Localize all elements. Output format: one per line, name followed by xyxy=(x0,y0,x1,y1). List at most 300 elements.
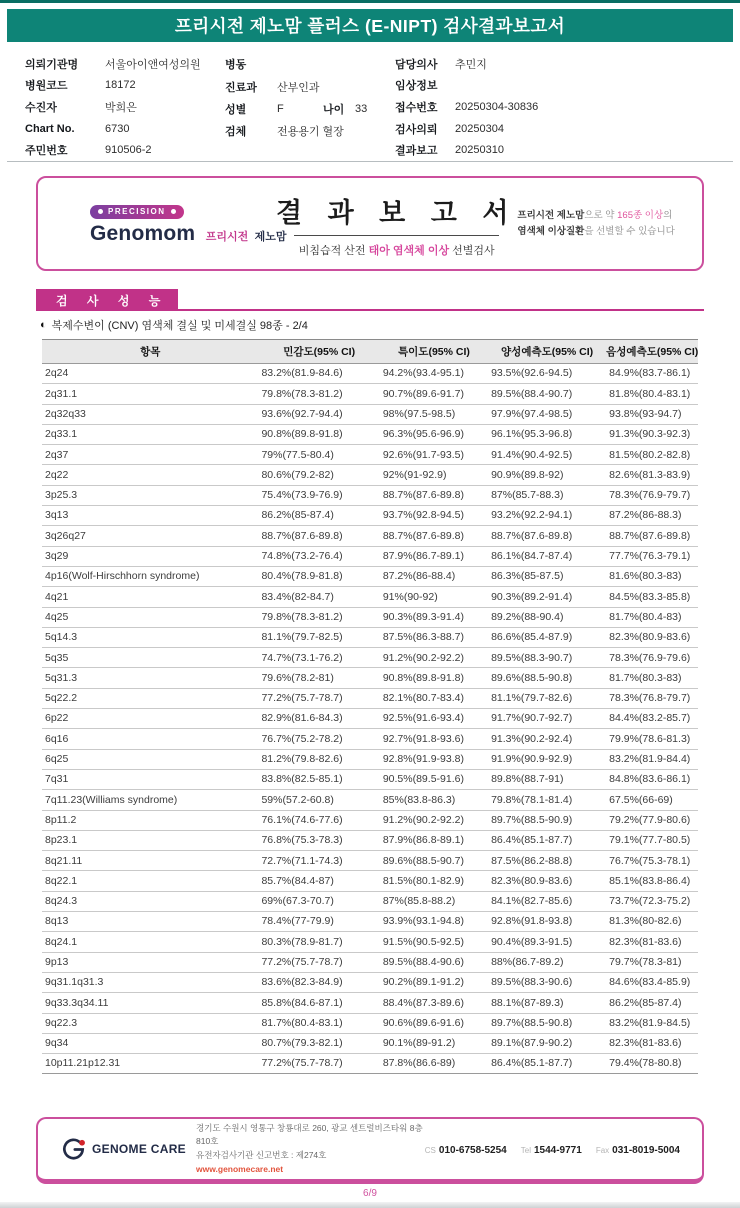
item-cell: 9q33.3q34.11 xyxy=(42,993,258,1013)
footer-website-link[interactable]: www.genomecare.net xyxy=(196,1163,284,1174)
performance-table xyxy=(42,339,698,1074)
badge-label: PRECISION xyxy=(108,207,166,216)
test-performance-section-header xyxy=(36,291,704,311)
value-cell: 94.2%(93.4-95.1) xyxy=(380,364,488,384)
table-row xyxy=(42,445,698,465)
field-value-age: 33 xyxy=(355,102,368,115)
value-cell: 78.3%(76.8-79.7) xyxy=(606,688,698,708)
value-cell: 79.4%(78-80.8) xyxy=(606,1054,698,1074)
value-cell: 88.7%(87.6-89.8) xyxy=(488,526,606,546)
side-note-part: 염색체 이상질환 xyxy=(517,225,585,237)
value-cell: 89.5%(88.4-90.7) xyxy=(488,384,606,404)
brand-line xyxy=(90,222,287,246)
contact-fax xyxy=(596,1140,680,1158)
value-cell: 88.7%(87.6-89.8) xyxy=(258,526,379,546)
value-cell: 89.5%(88.3-90.7) xyxy=(488,648,606,668)
item-cell: 2q37 xyxy=(42,445,258,465)
field-value: 박희은 xyxy=(105,101,137,114)
contact-cs-value: 010-6758-5254 xyxy=(438,1145,507,1156)
field-label: 의뢰기관명 xyxy=(25,58,79,71)
page-bottom-edge xyxy=(0,1202,740,1208)
value-cell: 86.2%(85-87.4) xyxy=(258,506,379,526)
result-report-banner xyxy=(36,176,704,271)
brand-name: Genomom xyxy=(90,222,196,245)
field-label: 임상정보 xyxy=(395,80,438,93)
value-cell: 59%(57.2-60.8) xyxy=(258,790,379,810)
item-cell: 3q26q27 xyxy=(42,526,258,546)
value-cell: 93.6%(92.7-94.4) xyxy=(258,404,379,424)
value-cell: 79%(77.5-80.4) xyxy=(258,445,379,465)
performance-table-body xyxy=(42,364,698,1074)
field-label-age: 나이 xyxy=(323,103,345,116)
side-note-line1 xyxy=(517,208,684,223)
value-cell: 82.3%(80.9-83.6) xyxy=(606,627,698,647)
info-row-receipt-no xyxy=(395,96,733,118)
footer xyxy=(36,1117,704,1184)
info-row-report-date xyxy=(395,139,733,161)
value-cell: 88.4%(87.3-89.6) xyxy=(380,993,488,1013)
table-row xyxy=(42,364,698,384)
value-cell: 91.5%(90.5-92.5) xyxy=(380,932,488,952)
value-cell: 89.6%(88.5-90.7) xyxy=(380,851,488,871)
value-cell: 90.9%(89.8-92) xyxy=(488,465,606,485)
value-cell: 90.3%(89.2-91.4) xyxy=(488,587,606,607)
item-cell: 8q24.3 xyxy=(42,891,258,911)
field-label: 담당의사 xyxy=(395,58,438,71)
value-cell: 96.1%(95.3-96.8) xyxy=(488,424,606,444)
item-cell: 10p11.21p12.31 xyxy=(42,1054,258,1074)
table-row xyxy=(42,424,698,444)
table-row xyxy=(42,769,698,789)
item-cell: 8q24.1 xyxy=(42,932,258,952)
value-cell: 87.8%(86.6-89) xyxy=(380,1054,488,1074)
item-cell: 5q31.3 xyxy=(42,668,258,688)
value-cell: 91.9%(90.9-92.9) xyxy=(488,749,606,769)
contact-cs-label: CS xyxy=(424,1146,436,1155)
value-cell: 90.6%(89.6-91.6) xyxy=(380,1013,488,1033)
item-cell: 3q13 xyxy=(42,506,258,526)
value-cell: 82.3%(80.9-83.6) xyxy=(488,871,606,891)
value-cell: 96.3%(95.6-96.9) xyxy=(380,424,488,444)
table-header-row xyxy=(42,340,698,364)
header-npv: 음성예측도(95% CI) xyxy=(606,340,698,364)
info-row-doctor xyxy=(395,53,733,75)
info-row-chart-no xyxy=(25,118,225,140)
table-row xyxy=(42,1013,698,1033)
value-cell: 77.2%(75.7-78.7) xyxy=(258,952,379,972)
value-cell: 81.1%(79.7-82.6) xyxy=(488,688,606,708)
value-cell: 86.4%(85.1-87.7) xyxy=(488,830,606,850)
item-cell: 3p25.3 xyxy=(42,485,258,505)
item-cell: 2q31.1 xyxy=(42,384,258,404)
item-cell: 9q22.3 xyxy=(42,1013,258,1033)
value-cell: 92.8%(91.8-93.8) xyxy=(488,912,606,932)
value-cell: 93.8%(93-94.7) xyxy=(606,404,698,424)
header-sensitivity: 민감도(95% CI) xyxy=(258,340,379,364)
value-cell: 78.3%(76.9-79.6) xyxy=(606,648,698,668)
value-cell: 87%(85.7-88.3) xyxy=(488,485,606,505)
item-cell: 2q24 xyxy=(42,364,258,384)
value-cell: 81.7%(80.4-83) xyxy=(606,607,698,627)
value-cell: 92.7%(91.8-93.6) xyxy=(380,729,488,749)
table-row xyxy=(42,871,698,891)
value-cell: 92%(91-92.9) xyxy=(380,465,488,485)
value-cell: 84.4%(83.2-85.7) xyxy=(606,709,698,729)
value-cell: 79.8%(78.1-81.4) xyxy=(488,790,606,810)
field-label: 검사의뢰 xyxy=(395,123,438,136)
patient-info-col2 xyxy=(225,53,395,161)
value-cell: 77.2%(75.7-78.7) xyxy=(258,1054,379,1074)
value-cell: 76.1%(74.6-77.6) xyxy=(258,810,379,830)
info-row-department xyxy=(225,75,395,97)
genome-care-logo-text: GENOME CARE xyxy=(92,1142,186,1156)
value-cell: 81.5%(80.1-82.9) xyxy=(380,871,488,891)
value-cell: 79.1%(77.7-80.5) xyxy=(606,830,698,850)
value-cell: 81.7%(80.3-83) xyxy=(606,668,698,688)
table-row xyxy=(42,465,698,485)
value-cell: 81.2%(79.8-82.6) xyxy=(258,749,379,769)
value-cell: 82.6%(81.3-83.9) xyxy=(606,465,698,485)
value-cell: 88.1%(87-89.3) xyxy=(488,993,606,1013)
info-row-resident-no xyxy=(25,139,225,161)
table-row xyxy=(42,688,698,708)
value-cell: 85.8%(84.6-87.1) xyxy=(258,993,379,1013)
value-cell: 87.9%(86.8-89.1) xyxy=(380,830,488,850)
value-cell: 81.6%(80.3-83) xyxy=(606,566,698,586)
side-note-part: 165종 이상 xyxy=(617,210,664,222)
value-cell: 79.9%(78.6-81.3) xyxy=(606,729,698,749)
item-cell: 3q29 xyxy=(42,546,258,566)
table-row xyxy=(42,709,698,729)
value-cell: 90.3%(89.3-91.4) xyxy=(380,607,488,627)
field-value: 20250310 xyxy=(455,144,504,157)
value-cell: 77.7%(76.3-79.1) xyxy=(606,546,698,566)
field-label: 주민번호 xyxy=(25,145,68,158)
field-label: 접수번호 xyxy=(395,101,438,114)
contact-tel xyxy=(521,1140,582,1158)
field-value: 추민지 xyxy=(455,58,487,71)
value-cell: 83.2%(81.9-84.6) xyxy=(258,364,379,384)
brand-sub-precision: 프리시전 xyxy=(205,231,249,243)
contact-tel-label: Tel xyxy=(520,1146,531,1155)
genome-care-logo xyxy=(38,1136,196,1163)
value-cell: 85.7%(84.4-87) xyxy=(258,871,379,891)
value-cell: 72.7%(71.1-74.3) xyxy=(258,851,379,871)
table-row xyxy=(42,830,698,850)
value-cell: 89.8%(88.7-91) xyxy=(488,769,606,789)
item-cell: 8q13 xyxy=(42,912,258,932)
value-cell: 89.1%(87.9-90.2) xyxy=(488,1033,606,1053)
value-cell: 80.3%(78.9-81.7) xyxy=(258,932,379,952)
item-cell: 8q22.1 xyxy=(42,871,258,891)
subtitle-part: 비침습적 산전 xyxy=(298,245,369,257)
value-cell: 76.7%(75.2-78.2) xyxy=(258,729,379,749)
banner-side-note xyxy=(517,208,702,238)
table-row xyxy=(42,607,698,627)
field-value: 산부인과 xyxy=(277,81,320,94)
value-cell: 93.5%(92.6-94.5) xyxy=(488,364,606,384)
value-cell: 91.3%(90.2-92.4) xyxy=(488,729,606,749)
field-value: 서울아이앤여성의원 xyxy=(105,58,201,71)
value-cell: 69%(67.3-70.7) xyxy=(258,891,379,911)
field-value: 910506-2 xyxy=(105,144,152,157)
value-cell: 82.3%(81-83.6) xyxy=(606,932,698,952)
precision-badge xyxy=(90,205,184,219)
item-cell: 2q32q33 xyxy=(42,404,258,424)
value-cell: 89.5%(88.4-90.6) xyxy=(380,952,488,972)
field-label: 성별 xyxy=(225,103,247,116)
table-row xyxy=(42,932,698,952)
value-cell: 84.6%(83.4-85.9) xyxy=(606,972,698,992)
value-cell: 74.7%(73.1-76.2) xyxy=(258,648,379,668)
contact-fax-value: 031-8019-5004 xyxy=(612,1145,680,1156)
field-label: 결과보고 xyxy=(395,145,438,158)
item-cell: 9q31.1q31.3 xyxy=(42,972,258,992)
value-cell: 75.4%(73.9-76.9) xyxy=(258,485,379,505)
table-row xyxy=(42,627,698,647)
brand-sub-genomom: 제노맘 xyxy=(254,231,287,243)
value-cell: 83.8%(82.5-85.1) xyxy=(258,769,379,789)
field-label: 검체 xyxy=(225,126,247,139)
side-note-part: 의 xyxy=(663,210,673,222)
value-cell: 67.5%(66-69) xyxy=(606,790,698,810)
table-row xyxy=(42,729,698,749)
value-cell: 78.4%(77-79.9) xyxy=(258,912,379,932)
field-value: 18172 xyxy=(105,79,136,92)
result-report-title: 결 과 보 고 서 xyxy=(276,198,518,228)
table-row xyxy=(42,972,698,992)
header-ppv: 양성예측도(95% CI) xyxy=(488,340,606,364)
value-cell: 78.3%(76.9-79.7) xyxy=(606,485,698,505)
value-cell: 74.8%(73.2-76.4) xyxy=(258,546,379,566)
value-cell: 81.5%(80.2-82.8) xyxy=(606,445,698,465)
table-row xyxy=(42,526,698,546)
value-cell: 86.1%(84.7-87.4) xyxy=(488,546,606,566)
value-cell: 98%(97.5-98.5) xyxy=(380,404,488,424)
value-cell: 93.7%(92.8-94.5) xyxy=(380,506,488,526)
value-cell: 91%(90-92) xyxy=(380,587,488,607)
table-row xyxy=(42,546,698,566)
value-cell: 76.7%(75.3-78.1) xyxy=(606,851,698,871)
section-title: 검 사 성 능 xyxy=(36,289,178,311)
value-cell: 79.8%(78.3-81.2) xyxy=(258,384,379,404)
item-cell: 2q22 xyxy=(42,465,258,485)
info-row-sex-age xyxy=(225,98,395,120)
value-cell: 92.6%(91.7-93.5) xyxy=(380,445,488,465)
item-cell: 5q35 xyxy=(42,648,258,668)
table-caption-text: 복제수변이 (CNV) 염색체 결실 및 미세결실 98종 - 2/4 xyxy=(51,320,308,332)
value-cell: 86.6%(85.4-87.9) xyxy=(488,627,606,647)
field-value: 6730 xyxy=(105,122,130,135)
item-cell: 6q16 xyxy=(42,729,258,749)
report-title-bar xyxy=(7,9,733,42)
table-caption xyxy=(40,317,308,333)
patient-info-col3 xyxy=(395,53,733,161)
value-cell: 82.1%(80.7-83.4) xyxy=(380,688,488,708)
table-row xyxy=(42,891,698,911)
header-item: 항목 xyxy=(42,340,258,364)
footer-address-line1: 경기도 수원시 영통구 창룡대로 260, 광교 센트럴비즈타워 8층 810호 xyxy=(196,1122,423,1147)
field-label: 병동 xyxy=(225,59,247,72)
value-cell: 80.7%(79.3-82.1) xyxy=(258,1033,379,1053)
value-cell: 81.3%(80-82.6) xyxy=(606,912,698,932)
header-specificity: 특이도(95% CI) xyxy=(380,340,488,364)
item-cell: 8p23.1 xyxy=(42,830,258,850)
table-row xyxy=(42,790,698,810)
table-row xyxy=(42,485,698,505)
info-row-ward xyxy=(225,53,395,75)
table-row xyxy=(42,993,698,1013)
info-row-request-date xyxy=(395,118,733,140)
value-cell: 90.2%(89.1-91.2) xyxy=(380,972,488,992)
field-value-sex: F xyxy=(277,102,284,115)
info-row-clinical-info xyxy=(395,75,733,97)
contact-cs xyxy=(425,1140,507,1158)
value-cell: 91.2%(90.2-92.2) xyxy=(380,648,488,668)
info-row-hospital-code xyxy=(25,75,225,97)
result-report-title-block xyxy=(276,189,517,258)
item-cell: 8p11.2 xyxy=(42,810,258,830)
value-cell: 87.9%(86.7-89.1) xyxy=(380,546,488,566)
item-cell: 7q11.23(Williams syndrome) xyxy=(42,790,258,810)
value-cell: 84.9%(83.7-86.1) xyxy=(606,364,698,384)
table-row xyxy=(42,810,698,830)
value-cell: 87.2%(86-88.4) xyxy=(380,566,488,586)
value-cell: 85%(83.8-86.3) xyxy=(380,790,488,810)
value-cell: 88.7%(87.6-89.8) xyxy=(380,526,488,546)
value-cell: 87%(85.8-88.2) xyxy=(380,891,488,911)
table-row xyxy=(42,404,698,424)
report-title: 프리시전 제노맘 플러스 (E-NIPT) 검사결과보고서 xyxy=(174,16,566,36)
table-row xyxy=(42,912,698,932)
value-cell: 89.7%(88.5-90.9) xyxy=(488,810,606,830)
value-cell: 87.5%(86.2-88.8) xyxy=(488,851,606,871)
result-report-subtitle xyxy=(276,242,517,258)
page-top-edge xyxy=(0,0,740,3)
value-cell: 80.6%(79.2-82) xyxy=(258,465,379,485)
value-cell: 93.9%(93.1-94.8) xyxy=(380,912,488,932)
value-cell: 85.1%(83.8-86.4) xyxy=(606,871,698,891)
table-row xyxy=(42,587,698,607)
item-cell: 5q14.3 xyxy=(42,627,258,647)
value-cell: 90.8%(89.8-91.8) xyxy=(258,424,379,444)
field-value: 전용용기 혈장 xyxy=(277,126,344,139)
value-cell: 90.7%(89.6-91.7) xyxy=(380,384,488,404)
value-cell: 79.2%(77.9-80.6) xyxy=(606,810,698,830)
item-cell: 6p22 xyxy=(42,709,258,729)
value-cell: 88.7%(87.6-89.8) xyxy=(606,526,698,546)
value-cell: 84.1%(82.7-85.6) xyxy=(488,891,606,911)
value-cell: 81.8%(80.4-83.1) xyxy=(606,384,698,404)
table-row xyxy=(42,1033,698,1053)
field-value: 20250304 xyxy=(455,122,504,135)
value-cell: 90.1%(89-91.2) xyxy=(380,1033,488,1053)
value-cell: 83.2%(81.9-84.4) xyxy=(606,749,698,769)
value-cell: 79.6%(78.2-81) xyxy=(258,668,379,688)
footer-address-block xyxy=(196,1122,425,1176)
value-cell: 90.5%(89.5-91.6) xyxy=(380,769,488,789)
side-note-line2 xyxy=(517,224,684,239)
item-cell: 4q25 xyxy=(42,607,258,627)
value-cell: 82.9%(81.6-84.3) xyxy=(258,709,379,729)
brand-block xyxy=(38,201,287,246)
field-value: 20250304-30836 xyxy=(455,100,539,113)
value-cell: 90.8%(89.8-91.8) xyxy=(380,668,488,688)
table-row xyxy=(42,668,698,688)
item-cell: 9q34 xyxy=(42,1033,258,1053)
value-cell: 86.2%(85-87.4) xyxy=(606,993,698,1013)
value-cell: 89.6%(88.5-90.8) xyxy=(488,668,606,688)
table-row xyxy=(42,851,698,871)
value-cell: 89.2%(88-90.4) xyxy=(488,607,606,627)
patient-info-section xyxy=(7,46,733,162)
value-cell: 81.7%(80.4-83.1) xyxy=(258,1013,379,1033)
half-circle-icon: ◐ xyxy=(40,319,47,331)
value-cell: 90.4%(89.3-91.5) xyxy=(488,932,606,952)
item-cell: 8q21.11 xyxy=(42,851,258,871)
item-cell: 2q33.1 xyxy=(42,424,258,444)
table-row xyxy=(42,749,698,769)
value-cell: 91.2%(90.2-92.2) xyxy=(380,810,488,830)
footer-address-line2: 유전자검사기관 신고번호 : 제274호 xyxy=(196,1150,327,1160)
value-cell: 93.2%(92.2-94.1) xyxy=(488,506,606,526)
item-cell: 7q31 xyxy=(42,769,258,789)
value-cell: 89.5%(88.3-90.6) xyxy=(488,972,606,992)
contact-tel-value: 1544-9771 xyxy=(533,1145,582,1156)
subtitle-highlight: 태아 염색체 이상 xyxy=(368,245,450,257)
item-cell: 4q21 xyxy=(42,587,258,607)
field-label: Chart No. xyxy=(25,122,75,135)
value-cell: 77.2%(75.7-78.7) xyxy=(258,688,379,708)
item-cell: 5q22.2 xyxy=(42,688,258,708)
value-cell: 83.6%(82.3-84.9) xyxy=(258,972,379,992)
field-label: 수진자 xyxy=(25,101,57,114)
value-cell: 91.4%(90.4-92.5) xyxy=(488,445,606,465)
value-cell: 79.7%(78.3-81) xyxy=(606,952,698,972)
item-cell: 6q25 xyxy=(42,749,258,769)
value-cell: 80.4%(78.9-81.8) xyxy=(258,566,379,586)
field-label: 병원코드 xyxy=(25,80,68,93)
value-cell: 86.3%(85-87.5) xyxy=(488,566,606,586)
genome-care-logo-icon xyxy=(60,1136,87,1163)
value-cell: 73.7%(72.3-75.2) xyxy=(606,891,698,911)
value-cell: 81.1%(79.7-82.5) xyxy=(258,627,379,647)
value-cell: 87.2%(86-88.3) xyxy=(606,506,698,526)
value-cell: 91.7%(90.7-92.7) xyxy=(488,709,606,729)
value-cell: 88%(86.7-89.2) xyxy=(488,952,606,972)
info-row-specimen xyxy=(225,120,395,142)
table-row xyxy=(42,506,698,526)
value-cell: 84.5%(83.3-85.8) xyxy=(606,587,698,607)
value-cell: 86.4%(85.1-87.7) xyxy=(488,1054,606,1074)
item-cell: 9p13 xyxy=(42,952,258,972)
performance-table-head xyxy=(42,340,698,364)
table-row xyxy=(42,648,698,668)
value-cell: 83.4%(82-84.7) xyxy=(258,587,379,607)
contact-fax-label: Fax xyxy=(595,1146,610,1155)
value-cell: 79.8%(78.3-81.2) xyxy=(258,607,379,627)
value-cell: 97.9%(97.4-98.5) xyxy=(488,404,606,424)
badge-dot-icon xyxy=(171,209,176,214)
value-cell: 76.8%(75.3-78.3) xyxy=(258,830,379,850)
side-note-part: 을 선별할 수 있습니다 xyxy=(584,225,675,237)
table-row xyxy=(42,1054,698,1074)
badge-dot-icon xyxy=(98,209,103,214)
info-row-patient-name xyxy=(25,96,225,118)
value-cell: 92.5%(91.6-93.4) xyxy=(380,709,488,729)
value-cell: 91.3%(90.3-92.3) xyxy=(606,424,698,444)
side-note-part: 으로 약 xyxy=(584,210,618,222)
